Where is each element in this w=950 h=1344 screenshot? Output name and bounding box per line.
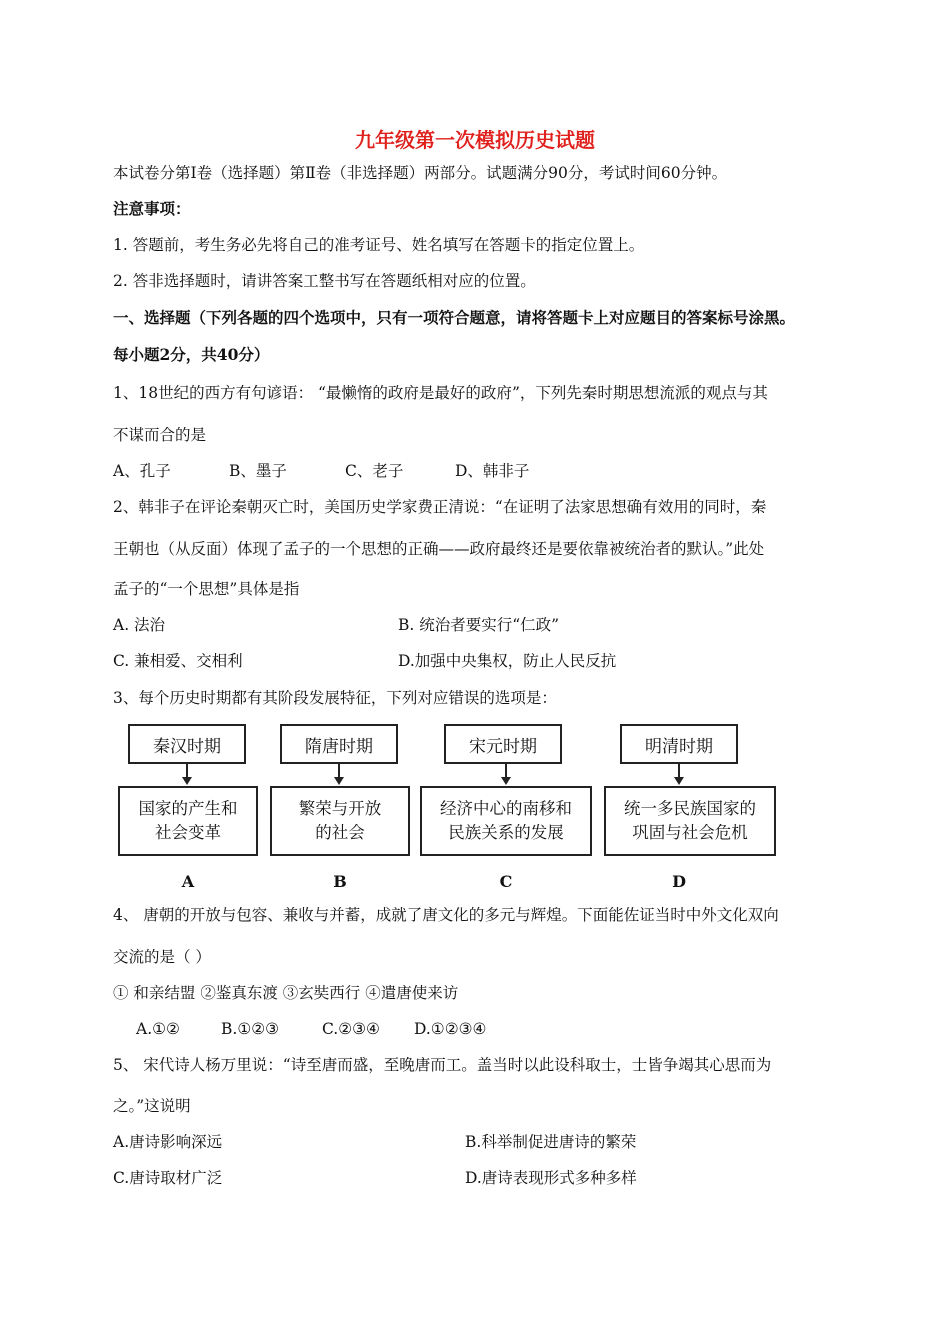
feature-box xyxy=(420,786,592,856)
page-title: 九年级第一次模拟历史试题 xyxy=(355,128,595,152)
period-box: 隋唐时期 xyxy=(280,724,398,764)
option-letter: A xyxy=(181,872,195,891)
question-4-option-b: B.①②③ xyxy=(221,1020,280,1038)
arrow-head-icon xyxy=(674,777,684,785)
question-4-option-d: D.①②③④ xyxy=(414,1020,487,1038)
question-3-stem: 3、每个历史时期都有其阶段发展特征，下列对应错误的选项是： xyxy=(113,689,557,707)
question-4-stem-cont: 交流的是（ ） xyxy=(113,948,211,966)
section-heading: 一、选择题（下列各题的四个选项中，只有一项符合题意，请将答题卡上对应题目的答案标号涂黑。 xyxy=(113,308,796,327)
feature-box xyxy=(118,786,258,856)
question-5-stem-cont: 之。”这说明 xyxy=(113,1097,191,1115)
question-2-stem: 2、韩非子在评论秦朝灭亡时，美国历史学家费正清说：“在证明了法家思想确有效用的同时，秦 xyxy=(113,498,767,516)
question-4-items: ① 和亲结盟 ②鉴真东渡 ③玄奘西行 ④遣唐使来访 xyxy=(113,984,459,1002)
feature-text: 繁荣与开放 xyxy=(298,799,382,818)
question-4-stem: 4、 唐朝的开放与包容、兼收与并蓄，成就了唐文化的多元与辉煌。下面能佐证当时中外文化双向 xyxy=(113,906,779,924)
arrow-head-icon xyxy=(334,777,344,785)
option-letter: B xyxy=(333,872,347,891)
question-2-stem-cont: 孟子的“一个思想”具体是指 xyxy=(113,580,300,598)
feature-text: 的社会 xyxy=(315,823,365,842)
question-4-option-c: C.②③④ xyxy=(322,1020,380,1038)
question-5-option-a: A.唐诗影响深远 xyxy=(113,1133,223,1151)
feature-text: 统一多民族国家的 xyxy=(624,799,756,818)
intro-text: 本试卷分第Ⅰ卷（选择题）第Ⅱ卷（非选择题）两部分。试题满分90分，考试时间60分钟。 xyxy=(113,164,728,182)
feature-text: 国家的产生和 xyxy=(138,799,238,818)
diagram-column xyxy=(118,724,258,894)
question-5-option-b: B.科举制促进唐诗的繁荣 xyxy=(465,1133,637,1151)
feature-box xyxy=(604,786,776,856)
question-2-option-a: A. 法治 xyxy=(113,616,166,634)
question-1-option-b: B、墨子 xyxy=(229,462,287,480)
question-5-option-c: C.唐诗取材广泛 xyxy=(113,1169,223,1187)
diagram-column xyxy=(604,724,776,894)
feature-text: 经济中心的南移和 xyxy=(440,799,572,818)
question-4-option-a: A.①② xyxy=(136,1020,180,1038)
option-letter: D xyxy=(672,872,686,891)
arrow-down-icon xyxy=(338,764,340,778)
feature-text: 社会变革 xyxy=(155,823,221,842)
question-5-stem: 5、 宋代诗人杨万里说：“诗至唐而盛，至晚唐而工。盖当时以此设科取士，士皆争竭其心思而为 xyxy=(113,1056,772,1074)
question-2-option-c: C. 兼相爱、交相利 xyxy=(113,652,243,670)
question-1-option-d: D、韩非子 xyxy=(455,462,530,480)
question-2-stem-cont: 王朝也（从反面）体现了孟子的一个思想的正确——政府最终还是要依靠被统治者的默认。”此处 xyxy=(113,540,765,558)
period-box: 秦汉时期 xyxy=(128,724,246,764)
feature-text: 民族关系的发展 xyxy=(448,823,564,842)
arrow-head-icon xyxy=(182,777,192,785)
notice-item: 2. 答非选择题时，请讲答案工整书写在答题纸相对应的位置。 xyxy=(113,272,536,290)
question-1-stem-cont: 不谋而合的是 xyxy=(113,426,207,444)
question-1-option-c: C、老子 xyxy=(345,462,404,480)
feature-text: 巩固与社会危机 xyxy=(632,823,748,842)
question-1-option-a: A、孔子 xyxy=(113,462,171,480)
arrow-down-icon xyxy=(505,764,507,778)
notice-heading: 注意事项： xyxy=(113,199,191,218)
diagram-column xyxy=(270,724,410,894)
period-box: 宋元时期 xyxy=(444,724,562,764)
feature-box xyxy=(270,786,410,856)
arrow-down-icon xyxy=(186,764,188,778)
arrow-down-icon xyxy=(678,764,680,778)
question-5-option-d: D.唐诗表现形式多种多样 xyxy=(465,1169,637,1187)
question-2-option-d: D.加强中央集权，防止人民反抗 xyxy=(398,652,617,670)
arrow-head-icon xyxy=(501,777,511,785)
question-1-stem: 1、18世纪的西方有句谚语： “最懒惰的政府是最好的政府”，下列先秦时期思想流派的观点与其 xyxy=(113,384,768,402)
notice-item: 1. 答题前，考生务必先将自己的准考证号、姓名填写在答题卡的指定位置上。 xyxy=(113,236,645,254)
option-letter: C xyxy=(499,872,513,891)
period-box: 明清时期 xyxy=(620,724,738,764)
diagram-column xyxy=(420,724,592,894)
section-heading-cont: 每小题2分，共40分） xyxy=(113,345,270,364)
period-diagram xyxy=(118,724,788,894)
question-2-option-b: B. 统治者要实行“仁政” xyxy=(398,616,560,634)
